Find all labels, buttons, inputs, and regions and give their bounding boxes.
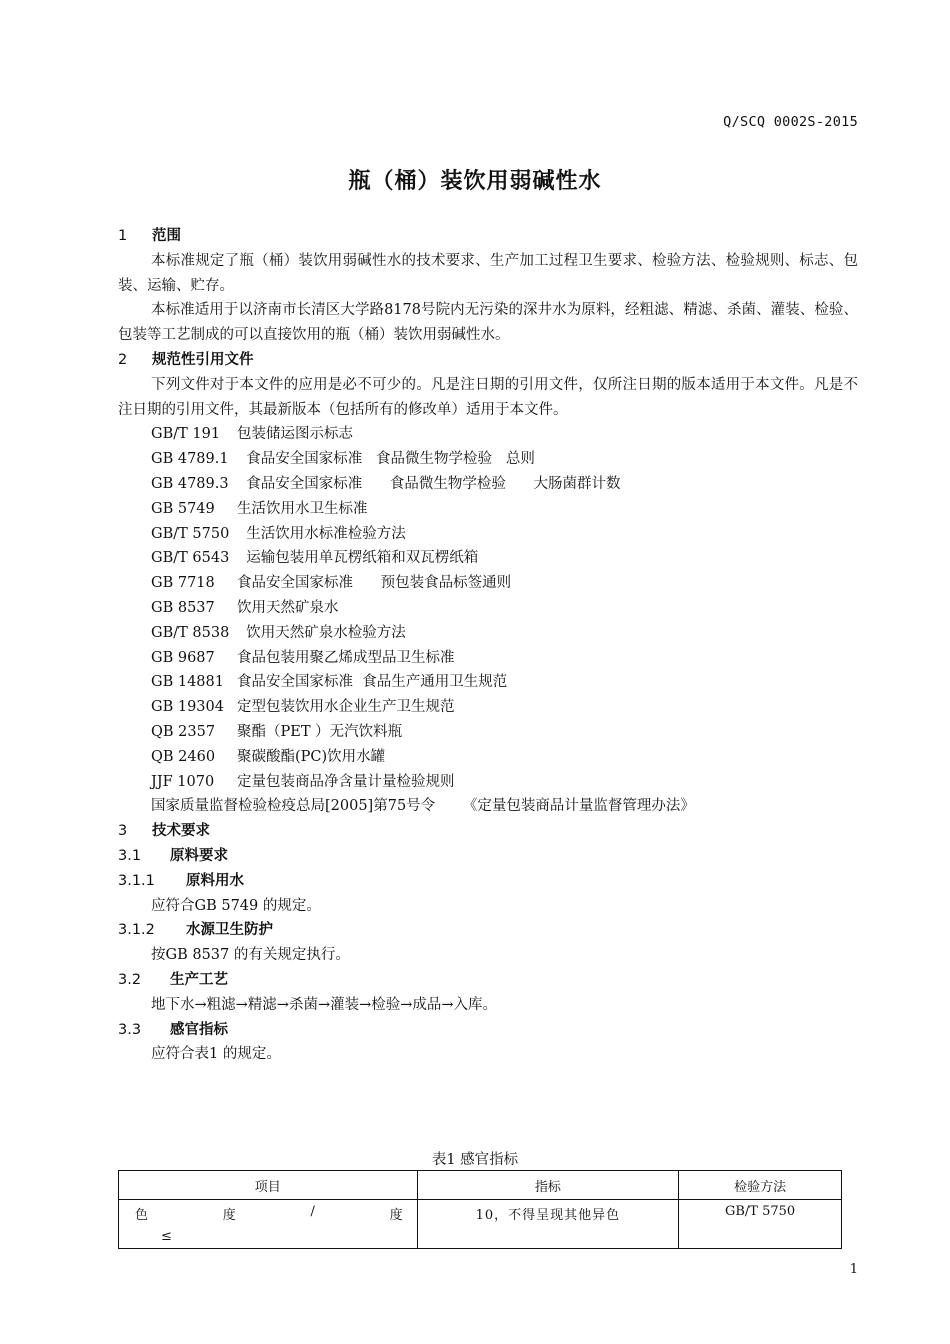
section-number: 3.1.2 (118, 922, 155, 939)
paragraph: 地下水→粗滤→精滤→杀菌→灌装→检验→成品→入库。 (151, 996, 498, 1013)
subsection-heading (118, 869, 858, 894)
reference-item (118, 422, 858, 447)
item-text-part: 色 (135, 1208, 149, 1223)
reference-name: 食品安全国家标准 食品微生物学检验 大肠菌群计数 (237, 475, 621, 492)
reference-item-regulation: 国家质量监督检验检疫总局[2005]第75号令 《定量包装商品计量监督管理办法》 (151, 798, 695, 815)
sensory-indicator-table (118, 1170, 842, 1249)
section-heading (118, 224, 858, 249)
reference-code: GB 4789.1 (151, 451, 229, 468)
section-title: 规范性引用文件 (152, 351, 254, 368)
reference-item (118, 522, 858, 547)
item-text-part: 度 (389, 1208, 403, 1223)
subsection-heading (118, 968, 858, 993)
section-number: 3.1.1 (118, 872, 155, 889)
reference-name: 食品安全国家标准 预包装食品标签通则 (237, 575, 512, 592)
table-header-cell: 检验方法 (679, 1171, 842, 1200)
reference-code: GB 8537 (151, 599, 215, 616)
item-text-part: / (310, 1204, 315, 1219)
table-cell-method: GB/T 5750 (679, 1200, 842, 1249)
reference-code: GB/T 8538 (151, 624, 230, 641)
section-title: 生产工艺 (170, 971, 228, 988)
section-title: 技术要求 (152, 823, 210, 840)
document-body (118, 224, 858, 1067)
reference-item (118, 720, 858, 745)
reference-name: 食品安全国家标准 食品微生物学检验 总则 (237, 451, 535, 468)
paragraph: 下列文件对于本文件的应用是必不可少的。凡是注日期的引用文件，仅所注日期的版本适用于本文件。凡是不注日期的引用文件，其最新版本（包括所有的修改单）适用于本文件。 (118, 376, 858, 418)
reference-name: 生活饮用水标准检验方法 (237, 525, 406, 542)
reference-item (118, 546, 858, 571)
reference-item (118, 695, 858, 720)
paragraph: 按GB 8537 的有关规定执行。 (151, 947, 350, 964)
reference-code: QB 2357 (151, 723, 216, 740)
subsection-heading (118, 918, 858, 943)
reference-name: 运输包装用单瓦楞纸箱和双瓦楞纸箱 (237, 550, 479, 567)
reference-item (118, 571, 858, 596)
reference-item (118, 497, 858, 522)
reference-name: 食品包装用聚乙烯成型品卫生标准 (237, 649, 455, 666)
reference-name: 定型包装饮用水企业生产卫生规范 (237, 699, 455, 716)
reference-code: GB 19304 (151, 699, 224, 716)
section-number: 3 (118, 823, 128, 840)
reference-code: GB 14881 (151, 674, 224, 691)
reference-name: 饮用天然矿泉水检验方法 (237, 624, 406, 641)
item-text-tail: ≤ (161, 1229, 172, 1244)
reference-name: 食品安全国家标准 食品生产通用卫生规范 (237, 674, 508, 691)
subsection-heading (118, 844, 858, 869)
reference-code: JJF 1070 (151, 773, 215, 790)
item-text-part: 度 (222, 1208, 236, 1223)
reference-code: GB/T 191 (151, 426, 221, 443)
reference-item (118, 770, 858, 795)
section-title: 感官指标 (170, 1021, 228, 1038)
section-title: 原料用水 (186, 872, 244, 889)
section-number: 3.3 (118, 1021, 142, 1038)
reference-name: 饮用天然矿泉水 (237, 599, 339, 616)
reference-item (118, 447, 858, 472)
page-number: 1 (849, 1262, 858, 1277)
subsection-heading (118, 1018, 858, 1043)
reference-code: QB 2460 (151, 748, 216, 765)
reference-name: 包装储运图示标志 (237, 426, 353, 443)
reference-name: 生活饮用水卫生标准 (237, 500, 368, 517)
reference-code: GB 4789.3 (151, 475, 229, 492)
section-title: 水源卫生防护 (186, 922, 273, 939)
reference-code: GB 7718 (151, 575, 215, 592)
reference-name: 聚碳酸酯(PC)饮用水罐 (237, 748, 386, 765)
reference-item (118, 670, 858, 695)
paragraph: 应符合GB 5749 的规定。 (151, 897, 321, 914)
reference-code: GB/T 6543 (151, 550, 230, 567)
reference-item (118, 646, 858, 671)
section-title: 原料要求 (170, 847, 228, 864)
table-cell-value: 10，不得呈现其他异色 (417, 1200, 679, 1249)
reference-item (118, 621, 858, 646)
section-number: 2 (118, 351, 128, 368)
reference-name: 聚酯（PET ）无汽饮料瓶 (237, 723, 403, 740)
reference-code: GB 5749 (151, 500, 215, 517)
table-caption: 表1 感官指标 (431, 1152, 519, 1168)
reference-code: GB 9687 (151, 649, 215, 666)
reference-item (118, 745, 858, 770)
section-title: 范围 (152, 228, 181, 244)
table-row (119, 1200, 842, 1249)
table-header-cell: 指标 (417, 1171, 679, 1200)
table-header-cell: 项目 (119, 1171, 418, 1200)
section-heading (118, 348, 858, 373)
table-cell-item (119, 1200, 418, 1249)
table-header-row (119, 1171, 842, 1200)
paragraph: 本标准适用于以济南市长清区大学路8178号院内无污染的深井水为原料，经粗滤、精滤、杀菌、灌装、检验、包装等工艺制成的可以直接饮用的瓶（桶）装饮用弱碱性水。 (118, 302, 858, 344)
standard-number: Q/SCQ 0002S-2015 (723, 114, 858, 130)
section-number: 3.1 (118, 847, 142, 864)
paragraph: 应符合表1 的规定。 (151, 1046, 281, 1063)
reference-item (118, 596, 858, 621)
section-heading (118, 819, 858, 844)
reference-code: GB/T 5750 (151, 525, 230, 542)
reference-name: 定量包装商品净含量计量检验规则 (237, 773, 455, 790)
document-title: 瓶（桶）装饮用弱碱性水 (348, 169, 602, 194)
section-number: 1 (118, 228, 128, 244)
section-number: 3.2 (118, 971, 142, 988)
paragraph: 本标准规定了瓶（桶）装饮用弱碱性水的技术要求、生产加工过程卫生要求、检验方法、检验规则、标志、包装、运输、贮存。 (118, 252, 858, 294)
reference-item (118, 472, 858, 497)
